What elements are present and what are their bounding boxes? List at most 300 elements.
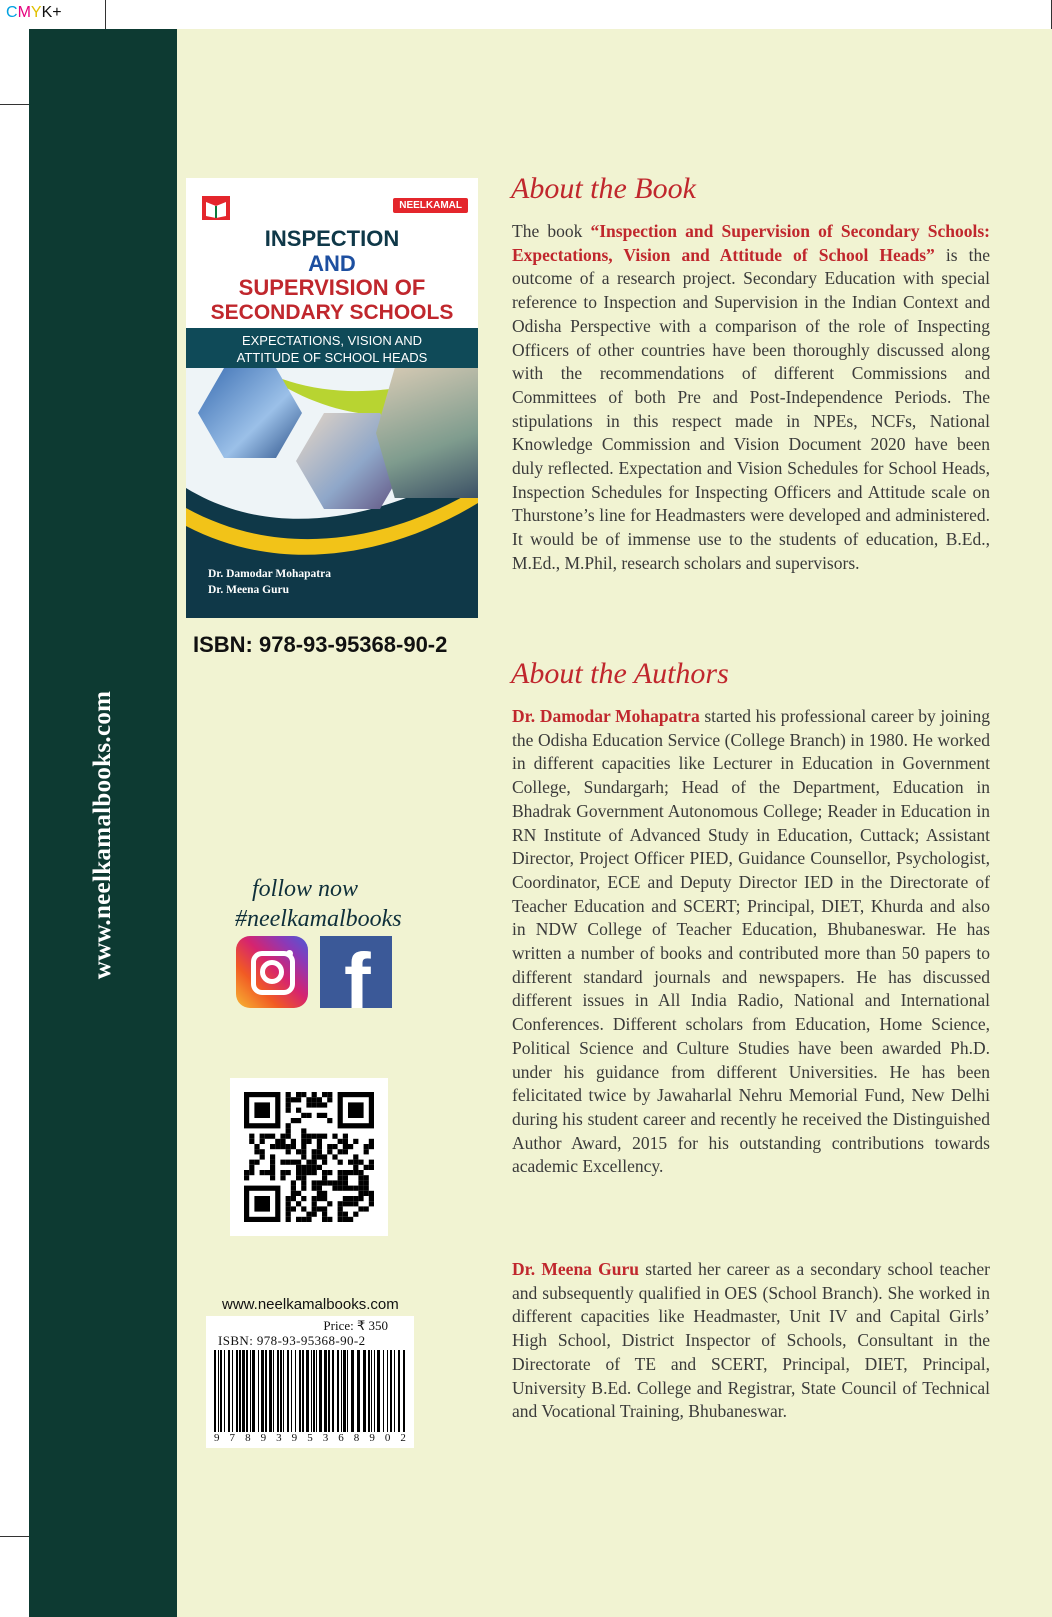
qr-module <box>317 1113 322 1118</box>
qr-module <box>270 1134 275 1139</box>
barcode-bar <box>265 1350 267 1432</box>
qr-module <box>280 1144 285 1149</box>
qr-module <box>353 1201 358 1206</box>
qr-module <box>338 1212 343 1217</box>
qr-module <box>286 1123 291 1128</box>
qr-module <box>301 1113 306 1118</box>
qr-module <box>312 1186 317 1191</box>
qr-module <box>364 1180 369 1185</box>
barcode-bar <box>224 1350 225 1432</box>
qr-module <box>291 1144 296 1149</box>
qr-module <box>322 1191 327 1196</box>
qr-module <box>296 1092 301 1097</box>
qr-module <box>317 1134 322 1139</box>
qr-module <box>358 1196 363 1201</box>
qr-module <box>306 1139 311 1144</box>
qr-module <box>358 1170 363 1175</box>
qr-module <box>322 1217 327 1222</box>
qr-module <box>249 1170 254 1175</box>
barcode-digit: 2 <box>400 1432 406 1444</box>
barcode-bar <box>313 1350 315 1432</box>
barcode-digits <box>214 1432 406 1444</box>
barcode-bar <box>261 1350 264 1432</box>
qr-module <box>317 1102 322 1107</box>
cover-title-line: INSPECTION <box>264 226 400 251</box>
qr-module <box>265 1170 270 1175</box>
qr-module <box>296 1175 301 1180</box>
barcode-bar <box>246 1350 248 1432</box>
barcode-bar <box>214 1350 216 1432</box>
qr-module <box>301 1217 306 1222</box>
cover-subtitle-band <box>186 328 478 368</box>
barcode-bar <box>319 1350 322 1432</box>
qr-module <box>296 1118 301 1123</box>
qr-module <box>322 1212 327 1217</box>
qr-module <box>306 1097 311 1102</box>
qr-module <box>312 1165 317 1170</box>
qr-module <box>291 1186 296 1191</box>
qr-module <box>353 1212 358 1217</box>
qr-module <box>322 1206 327 1211</box>
barcode-bar <box>383 1350 384 1432</box>
qr-module <box>343 1139 348 1144</box>
qr-module <box>338 1201 343 1206</box>
barcode-digit: 9 <box>291 1432 298 1444</box>
qr-module <box>317 1196 322 1201</box>
barcode-bar <box>403 1350 405 1432</box>
qr-module <box>322 1113 327 1118</box>
barcode-bar <box>337 1350 339 1432</box>
author2-bio: Dr. Meena Guru started her career as a secondary school teacher and subsequently qualified in OES (School Branch). She worked in different capacities like Headmaster, Unit IV and Capital Girls’ High School, District Inspector of Schools, Consultant in the Directorate of TE and SCERT, Principal, DIET, Principal, University B.Ed. College and Registrar, State Council of Technical and Vocational Training, Bhubaneswar. <box>512 1259 991 1422</box>
qr-module <box>280 1175 285 1180</box>
qr-module <box>249 1134 254 1139</box>
qr-module <box>332 1180 337 1185</box>
barcode-bar <box>368 1350 370 1432</box>
qr-module <box>270 1154 275 1159</box>
qr-module <box>280 1134 285 1139</box>
barcode-bar <box>394 1350 395 1432</box>
barcode-bar <box>287 1350 289 1432</box>
follow-now-text: follow now <box>251 876 359 902</box>
cover-subtitle-line: EXPECTATIONS, VISION AND <box>241 333 423 348</box>
qr-module <box>343 1175 348 1180</box>
qr-module <box>327 1180 332 1185</box>
qr-module <box>327 1092 332 1097</box>
qr-module <box>306 1113 311 1118</box>
publisher-logo-icon <box>202 196 230 220</box>
barcode-bar <box>343 1350 346 1432</box>
qr-module <box>280 1170 285 1175</box>
barcode-bar <box>377 1350 380 1432</box>
qr-module <box>280 1160 285 1165</box>
cover-subtitle-line: ATTITUDE OF SCHOOL HEADS <box>236 350 428 365</box>
barcode-digit: 8 <box>353 1432 360 1444</box>
qr-module <box>249 1139 254 1144</box>
qr-module <box>327 1149 332 1154</box>
qr-module <box>286 1170 291 1175</box>
barcode-bar <box>387 1350 388 1432</box>
cover-author: Dr. Damodar Mohapatra <box>208 568 331 580</box>
qr-module <box>270 1175 275 1180</box>
qr-module <box>296 1165 301 1170</box>
qr-module <box>291 1196 296 1201</box>
classroom-photo <box>376 368 478 498</box>
qr-module <box>317 1191 322 1196</box>
qr-module <box>301 1165 306 1170</box>
qr-module <box>369 1139 374 1144</box>
qr-module <box>260 1139 265 1144</box>
qr-module <box>332 1186 337 1191</box>
qr-module <box>358 1191 363 1196</box>
barcode-bar <box>228 1350 230 1432</box>
qr-module <box>286 1149 291 1154</box>
qr-module <box>348 1196 353 1201</box>
barcode-digit: 9 <box>214 1432 220 1444</box>
qr-module <box>322 1175 327 1180</box>
barcode-bar <box>299 1350 301 1432</box>
barcode-bar <box>269 1350 272 1432</box>
qr-module <box>291 1097 296 1102</box>
qr-module <box>322 1160 327 1165</box>
qr-module <box>369 1196 374 1201</box>
barcode-digit: 3 <box>322 1432 329 1444</box>
qr-module <box>358 1180 363 1185</box>
qr-module <box>322 1196 327 1201</box>
qr-module <box>270 1165 275 1170</box>
qr-module <box>312 1160 317 1165</box>
barcode-bar <box>218 1350 219 1432</box>
barcode-digit: 5 <box>307 1432 313 1444</box>
qr-module <box>327 1201 332 1206</box>
qr-module <box>317 1149 322 1154</box>
barcode-bar <box>277 1350 279 1432</box>
qr-module <box>338 1217 343 1222</box>
qr-module <box>286 1206 291 1211</box>
barcode-isbn: ISBN: 978-93-95368-90-2 <box>218 1333 366 1348</box>
qr-module <box>286 1144 291 1149</box>
qr-module <box>364 1191 369 1196</box>
qr-module <box>343 1180 348 1185</box>
barcode-bar <box>341 1350 342 1432</box>
qr-module <box>312 1149 317 1154</box>
qr-module <box>291 1180 296 1185</box>
barcode-digit: 7 <box>229 1432 236 1444</box>
qr-module <box>322 1170 327 1175</box>
qr-module <box>291 1206 296 1211</box>
qr-module <box>343 1134 348 1139</box>
barcode-bar <box>252 1350 255 1432</box>
qr-module <box>353 1139 358 1144</box>
qr-module <box>286 1134 291 1139</box>
qr-module <box>364 1149 369 1154</box>
qr-module <box>364 1175 369 1180</box>
qr-module <box>286 1160 291 1165</box>
qr-module <box>249 1165 254 1170</box>
spine-website: www.neelkamalbooks.com <box>89 690 116 980</box>
qr-module <box>306 1212 311 1217</box>
price-label: Price: ₹ 350 <box>323 1318 388 1333</box>
qr-module <box>369 1165 374 1170</box>
barcode-bar <box>371 1350 372 1432</box>
qr-module <box>338 1175 343 1180</box>
qr-module <box>364 1165 369 1170</box>
barcode-bar <box>332 1350 334 1432</box>
social-hashtag: #neelkamalbooks <box>235 906 402 932</box>
qr-module <box>327 1217 332 1222</box>
qr-module <box>260 1154 265 1159</box>
qr-module <box>296 1217 301 1222</box>
qr-module <box>348 1201 353 1206</box>
qr-module <box>275 1144 280 1149</box>
barcode-bar <box>220 1350 222 1432</box>
qr-module <box>275 1139 280 1144</box>
qr-module <box>244 1170 249 1175</box>
barcode-bar <box>232 1350 233 1432</box>
qr-module <box>353 1186 358 1191</box>
qr-module <box>358 1206 363 1211</box>
qr-module <box>260 1134 265 1139</box>
barcode-digit: 8 <box>245 1432 251 1444</box>
cover-title-line: SECONDARY SCHOOLS <box>210 301 454 324</box>
barcode-bar <box>280 1350 282 1432</box>
author2-name: Dr. Meena Guru <box>512 1259 640 1279</box>
qr-module <box>312 1092 317 1097</box>
qr-module <box>317 1180 322 1185</box>
qr-module <box>317 1139 322 1144</box>
qr-finder <box>254 1102 270 1118</box>
qr-module <box>301 1139 306 1144</box>
barcode-bars <box>214 1350 406 1432</box>
qr-module <box>322 1154 327 1159</box>
qr-module <box>301 1092 306 1097</box>
qr-module <box>254 1149 259 1154</box>
qr-module <box>317 1206 322 1211</box>
qr-module <box>312 1180 317 1185</box>
qr-module <box>369 1144 374 1149</box>
qr-code[interactable] <box>230 1078 388 1236</box>
qr-module <box>312 1201 317 1206</box>
facebook-icon[interactable]: f <box>320 936 392 1008</box>
cover-title-line: SUPERVISION OF <box>238 275 426 300</box>
qr-module <box>348 1186 353 1191</box>
qr-module <box>306 1160 311 1165</box>
qr-module <box>338 1139 343 1144</box>
qr-module <box>327 1118 332 1123</box>
qr-module <box>353 1196 358 1201</box>
qr-module <box>343 1186 348 1191</box>
qr-module <box>280 1139 285 1144</box>
qr-module <box>317 1097 322 1102</box>
publisher-brand: NEELKAMAL <box>393 198 468 213</box>
barcode-bar <box>374 1350 375 1432</box>
barcode-bar <box>324 1350 327 1432</box>
qr-module <box>364 1206 369 1211</box>
barcode-bar <box>390 1350 392 1432</box>
cover-authors <box>208 566 331 598</box>
cover-author: Dr. Meena Guru <box>208 584 290 596</box>
qr-module <box>312 1196 317 1201</box>
about-authors-heading: About the Authors <box>511 657 729 690</box>
qr-module <box>358 1160 363 1165</box>
qr-module <box>312 1212 317 1217</box>
barcode-digit: 6 <box>338 1432 344 1444</box>
qr-module <box>306 1134 311 1139</box>
qr-module <box>327 1170 332 1175</box>
qr-module <box>301 1170 306 1175</box>
qr-module <box>364 1144 369 1149</box>
barcode-bar <box>291 1350 292 1432</box>
qr-module <box>301 1154 306 1159</box>
qr-module <box>353 1165 358 1170</box>
qr-module <box>306 1170 311 1175</box>
barcode-digit: 0 <box>384 1432 391 1444</box>
cmyk-registration-mark: CMYK+ <box>6 4 62 21</box>
author1-name: Dr. Damodar Mohapatra <box>512 706 700 726</box>
qr-module <box>348 1144 353 1149</box>
qr-module <box>343 1217 348 1222</box>
qr-module <box>291 1139 296 1144</box>
qr-module <box>312 1170 317 1175</box>
qr-module <box>286 1092 291 1097</box>
qr-module <box>265 1134 270 1139</box>
qr-module <box>358 1175 363 1180</box>
qr-module <box>327 1144 332 1149</box>
qr-module <box>286 1108 291 1113</box>
qr-module <box>317 1154 322 1159</box>
qr-module <box>312 1102 317 1107</box>
qr-module <box>270 1144 275 1149</box>
qr-code-pattern <box>230 1078 388 1236</box>
barcode-bar <box>283 1350 284 1432</box>
qr-finder <box>348 1102 364 1118</box>
qr-module <box>338 1186 343 1191</box>
qr-module <box>353 1160 358 1165</box>
qr-module <box>322 1134 327 1139</box>
barcode-bar <box>398 1350 400 1432</box>
qr-module <box>317 1144 322 1149</box>
qr-module <box>332 1144 337 1149</box>
qr-module <box>332 1134 337 1139</box>
barcode-bar <box>347 1350 348 1432</box>
qr-module <box>301 1149 306 1154</box>
qr-module <box>348 1170 353 1175</box>
qr-module <box>369 1201 374 1206</box>
qr-module <box>270 1170 275 1175</box>
instagram-icon[interactable] <box>236 936 308 1008</box>
qr-module <box>322 1102 327 1107</box>
qr-module <box>332 1154 337 1159</box>
barcode-bar <box>250 1350 251 1432</box>
barcode-bar <box>316 1350 317 1432</box>
qr-module <box>343 1201 348 1206</box>
qr-module <box>343 1170 348 1175</box>
barcode-bar <box>242 1350 245 1432</box>
qr-module <box>270 1160 275 1165</box>
qr-module <box>296 1097 301 1102</box>
qr-module <box>317 1186 322 1191</box>
qr-module <box>338 1149 343 1154</box>
barcode-website: www.neelkamalbooks.com <box>222 1296 399 1313</box>
qr-module <box>306 1102 311 1107</box>
qr-module <box>301 1128 306 1133</box>
qr-module <box>353 1154 358 1159</box>
qr-module <box>312 1134 317 1139</box>
qr-module <box>296 1108 301 1113</box>
qr-module <box>286 1212 291 1217</box>
qr-module <box>338 1180 343 1185</box>
qr-module <box>301 1175 306 1180</box>
qr-module <box>369 1191 374 1196</box>
qr-module <box>343 1149 348 1154</box>
barcode-digit: 3 <box>276 1432 282 1444</box>
qr-module <box>312 1097 317 1102</box>
qr-module <box>291 1191 296 1196</box>
qr-module <box>301 1134 306 1139</box>
cover-photo-area <box>186 368 478 568</box>
barcode-bar <box>295 1350 296 1432</box>
about-book-text: The book “Inspection and Supervision of Secondary Schools: Expectations, Vision and Attitude of School Heads” is the outcome of a research project. Secondary Education with special reference to Inspection and Supervision in the Indian Context and Odisha Perspective with a comparison of the role of Inspecting Officers of other countries have been thoroughly discussed along with the recommendations of different Commissions and Committees of both Pre and Post-Independence Periods. The stipulations in this respect made in NPEs, NCFs, National Knowledge Commission and Vision Document 2020 have been duly reflected. Expectation and Vision Schedules for School Heads, Inspection Schedules for Inspecting Officers and Attitude scale on Thurstone’s line for Headmasters were developed and administered. It would be of immense use to the students of education, B.Ed., M.Ed., M.Phil, research scholars and supervisors. <box>512 221 990 573</box>
barcode-panel <box>206 1316 414 1448</box>
cover-title-line: AND <box>308 251 356 276</box>
barcode-digit: 9 <box>260 1432 267 1444</box>
barcode-digit: 9 <box>369 1432 375 1444</box>
qr-module <box>348 1160 353 1165</box>
qr-module <box>286 1128 291 1133</box>
qr-module <box>301 1196 306 1201</box>
qr-module <box>343 1144 348 1149</box>
qr-module <box>343 1212 348 1217</box>
qr-module <box>343 1196 348 1201</box>
barcode-bar <box>236 1350 238 1432</box>
qr-module <box>358 1186 363 1191</box>
qr-module <box>260 1170 265 1175</box>
barcode-bar <box>311 1350 312 1432</box>
qr-module <box>322 1180 327 1185</box>
qr-module <box>254 1144 259 1149</box>
qr-module <box>353 1170 358 1175</box>
qr-module <box>296 1149 301 1154</box>
qr-module <box>312 1154 317 1159</box>
qr-module <box>291 1160 296 1165</box>
qr-module <box>291 1118 296 1123</box>
qr-module <box>338 1206 343 1211</box>
qr-module <box>327 1097 332 1102</box>
barcode-bar <box>239 1350 241 1432</box>
qr-module <box>306 1217 311 1222</box>
qr-module <box>296 1160 301 1165</box>
qr-module <box>296 1170 301 1175</box>
qr-module <box>260 1149 265 1154</box>
qr-module <box>338 1170 343 1175</box>
qr-module <box>254 1160 259 1165</box>
qr-module <box>369 1160 374 1165</box>
qr-module <box>244 1175 249 1180</box>
qr-module <box>312 1206 317 1211</box>
qr-module <box>348 1217 353 1222</box>
isbn-label: ISBN: 978-93-95368-90-2 <box>193 632 448 657</box>
qr-module <box>306 1165 311 1170</box>
qr-finder <box>254 1196 270 1212</box>
qr-module <box>317 1165 322 1170</box>
qr-module <box>249 1160 254 1165</box>
qr-module <box>301 1206 306 1211</box>
qr-module <box>364 1186 369 1191</box>
qr-module <box>338 1160 343 1165</box>
barcode-bar <box>357 1350 360 1432</box>
barcode-bar <box>273 1350 274 1432</box>
barcode-bar <box>306 1350 309 1432</box>
qr-module <box>286 1102 291 1107</box>
